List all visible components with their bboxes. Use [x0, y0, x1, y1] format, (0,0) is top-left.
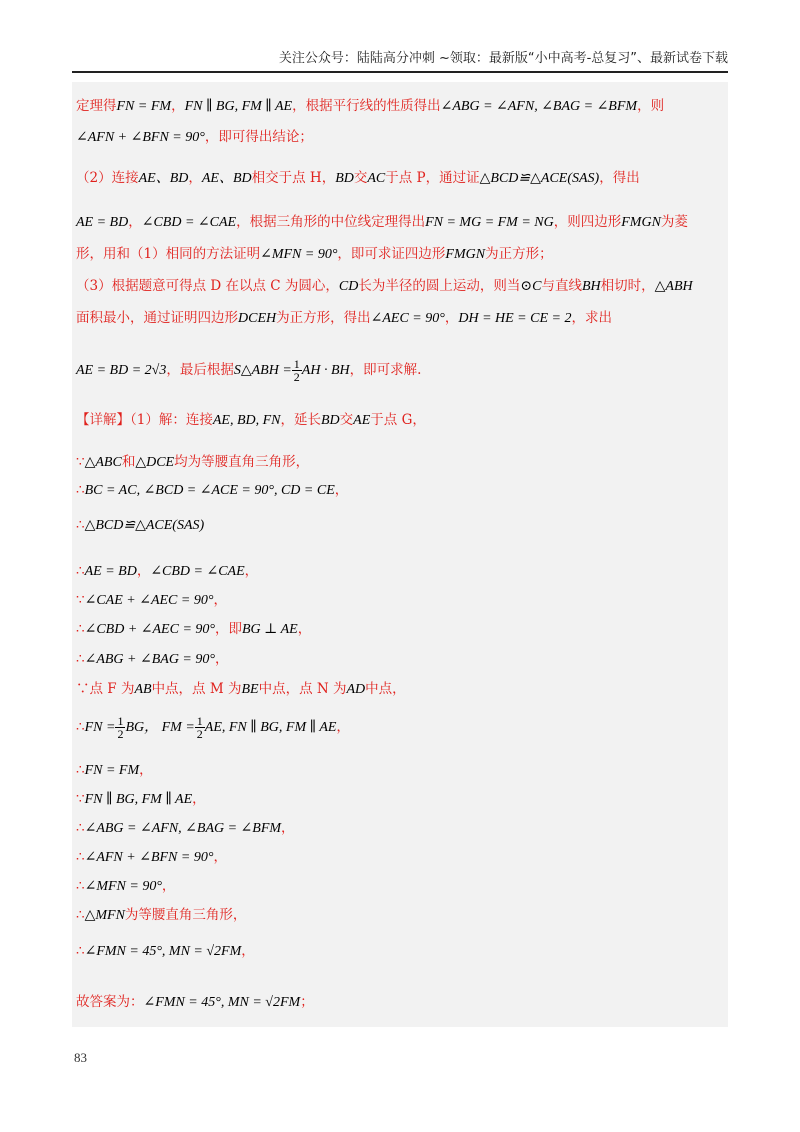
solution-line-24: ∴△MFN为等腰直角三角形， — [76, 907, 247, 923]
solution-line-4: AE = BD，∠CBD = ∠CAE，根据三角形的中位线定理得出FN = MG = FM = NG，则四边形FMGN为菱 — [76, 214, 688, 230]
solution-line-13: ∴AE = BD，∠CBD = ∠CAE， — [76, 563, 259, 579]
solution-line-21: ∴∠ABG = ∠AFN, ∠BAG = ∠BFM， — [76, 820, 295, 836]
solution-line-19: ∴FN = FM， — [76, 762, 153, 778]
solution-line-12: ∴△BCD≌△ACE(SAS) — [76, 517, 205, 533]
solution-line-15: ∴∠CBD + ∠AEC = 90°，即BG ⊥ AE， — [76, 621, 312, 637]
solution-line-2: ∠AFN + ∠BFN = 90°，即可得出结论； — [76, 129, 313, 145]
answer-line: 故答案为：∠FMN = 45°, MN = √2FM； — [76, 994, 314, 1010]
solution-line-22: ∴∠AFN + ∠BFN = 90°， — [76, 849, 227, 865]
fraction-half-1: $\frac{1}{2}$ — [117, 714, 124, 741]
solution-line-9: 【详解】（1）解：连接AE, BD, FN，延长BD交AE于点 G， — [76, 412, 426, 428]
solution-line-3: （2）连接AE、BD，AE、BD相交于点 H，BD交AC于点 P，通过证△BCD≌△ACE(SAS)，得出 — [76, 170, 640, 186]
solution-line-1: 定理得FN = FM，FN ∥ BG, FM ∥ AE，根据平行线的性质得出∠ABG = ∠AFN, ∠BAG = ∠BFM，则 — [76, 98, 665, 114]
page-header: 关注公众号：陆陆高分冲刺 ~领取：最新版“小中高考-总复习”、最新试卷下载 — [278, 51, 728, 66]
solution-line-14: ∵∠CAE + ∠AEC = 90°， — [76, 592, 227, 608]
solution-line-11: ∴BC = AC, ∠BCD = ∠ACE = 90°, CD = CE， — [76, 482, 349, 498]
solution-line-18: ∴FN = $\frac{1}{2}$ BG， FM = $\frac{1}{2}$ AE, FN ∥ BG, FM ∥ AE， — [76, 714, 350, 741]
solution-line-23: ∴∠MFN = 90°， — [76, 878, 176, 894]
solution-line-6: （3）根据题意可得点 D 在以点 C 为圆心，CD长为半径的圆上运动，则当⊙C与直线BH相切时，△ABH — [76, 278, 693, 294]
solution-line-5: 形，用和（1）相同的方法证明∠MFN = 90°，即可求证四边形FMGN为正方形； — [76, 246, 553, 262]
page-number: 83 — [74, 1050, 87, 1065]
fraction-half-2: $\frac{1}{2}$ — [196, 714, 203, 741]
solution-line-25: ∴∠FMN = 45°, MN = √2FM， — [76, 943, 255, 959]
solution-line-17: ∵点 F 为AB中点，点 M 为BE中点，点 N 为AD中点， — [76, 681, 406, 697]
solution-line-8: AE = BD = 2√3，最后根据S△ABH = $\frac{1}{2}$ AH · BH，即可求解. — [76, 357, 422, 384]
solution-line-7: 面积最小，通过证明四边形DCEH为正方形，得出∠AEC = 90°，DH = HE = CE = 2，求出 — [76, 310, 612, 326]
header-rule — [72, 71, 728, 73]
fraction-half: $\frac{1}{2}$ — [293, 357, 300, 384]
solution-line-20: ∵FN ∥ BG, FM ∥ AE， — [76, 791, 206, 807]
solution-line-10: ∵△ABC和△DCE均为等腰直角三角形， — [76, 454, 310, 470]
solution-line-16: ∴∠ABG + ∠BAG = 90°， — [76, 651, 229, 667]
